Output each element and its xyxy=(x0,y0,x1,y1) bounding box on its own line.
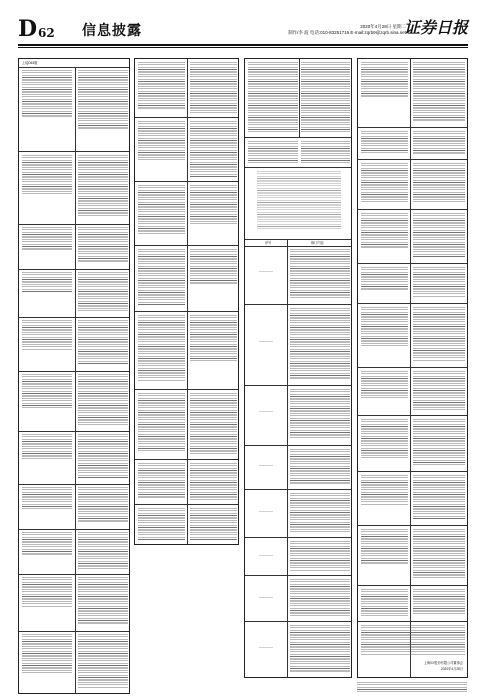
text-block xyxy=(413,589,465,615)
text-block xyxy=(190,315,237,361)
table-rule xyxy=(245,239,351,240)
text-block xyxy=(248,62,298,132)
text-block xyxy=(361,371,408,399)
text-block xyxy=(22,70,72,118)
row-number xyxy=(259,597,273,599)
text-block xyxy=(78,434,128,478)
table-rule xyxy=(245,304,351,305)
text-block xyxy=(361,307,408,347)
column-divider xyxy=(299,59,300,137)
text-block xyxy=(190,249,237,285)
table-rule xyxy=(19,151,129,152)
table-rule xyxy=(358,471,467,472)
table-rule xyxy=(135,459,238,460)
text-block xyxy=(290,389,350,439)
text-block xyxy=(361,589,408,617)
bottom-text-block xyxy=(357,682,467,692)
text-block xyxy=(290,493,350,533)
table-rule xyxy=(245,575,351,576)
text-block xyxy=(22,487,72,509)
text-block xyxy=(190,185,237,225)
table-rule xyxy=(245,537,351,538)
header-rule-thin xyxy=(18,47,468,48)
table-rule xyxy=(358,127,467,128)
text-block xyxy=(22,434,72,460)
table-rule xyxy=(245,621,351,622)
text-block xyxy=(22,320,72,350)
column-1 xyxy=(18,58,130,694)
table-rule xyxy=(135,504,238,505)
text-block xyxy=(22,155,72,195)
table-rule xyxy=(19,67,129,68)
text-block xyxy=(190,463,237,501)
text-block xyxy=(290,249,350,299)
text-block xyxy=(138,463,185,499)
masthead-logo: 证券日报 xyxy=(403,18,468,37)
text-block xyxy=(413,163,465,203)
text-block xyxy=(138,185,185,235)
table-header-left: 序号 xyxy=(265,241,272,245)
text-block xyxy=(290,541,350,571)
table-rule xyxy=(19,269,129,270)
text-block xyxy=(138,121,185,161)
column-2 xyxy=(134,58,239,545)
text-block xyxy=(78,227,128,263)
table-rule xyxy=(358,585,467,586)
date-line: 2020年4月28日 星期二 xyxy=(360,24,406,29)
table-rule xyxy=(135,117,238,118)
table-rule xyxy=(358,209,467,210)
text-block xyxy=(190,121,237,177)
text-block xyxy=(22,272,72,292)
page-letter: D xyxy=(18,16,38,42)
text-block xyxy=(361,419,408,459)
table-rule xyxy=(358,525,467,526)
text-block xyxy=(78,272,128,312)
page-number: 62 xyxy=(38,26,55,40)
text-block xyxy=(138,315,185,381)
text-block xyxy=(257,171,341,229)
text-block xyxy=(301,62,350,132)
text-block xyxy=(361,62,408,98)
table-rule xyxy=(358,303,467,304)
table-rule xyxy=(19,631,129,632)
text-block xyxy=(78,155,128,217)
text-block xyxy=(78,70,128,130)
header-rule-thick xyxy=(18,44,468,46)
table-rule xyxy=(19,529,129,530)
text-block xyxy=(22,227,72,251)
text-block xyxy=(413,371,465,411)
text-block xyxy=(78,532,128,570)
table-rule xyxy=(245,385,351,386)
text-block xyxy=(290,579,350,617)
text-block xyxy=(78,374,128,426)
text-block xyxy=(413,131,465,155)
signature-date: 2020年4月28日 xyxy=(441,667,463,671)
table-rule xyxy=(358,263,467,264)
table-rule xyxy=(135,245,238,246)
table-rule xyxy=(19,574,129,575)
signature-line: 上海XX股份有限公司董事会 xyxy=(423,661,463,665)
table-rule xyxy=(358,621,467,622)
text-block xyxy=(290,308,350,380)
row-number xyxy=(259,271,273,273)
table-rule xyxy=(358,159,467,160)
column-divider xyxy=(75,67,76,693)
header-meta xyxy=(288,24,406,36)
text-block xyxy=(22,532,72,556)
text-block xyxy=(361,131,408,153)
table-rule xyxy=(19,371,129,372)
row-number xyxy=(259,341,273,343)
text-block xyxy=(413,267,465,297)
row-number xyxy=(259,411,273,413)
table-rule xyxy=(245,445,351,446)
text-block xyxy=(413,62,465,122)
table-rule xyxy=(245,246,351,247)
table-rule xyxy=(245,489,351,490)
section-title: 信息披露 xyxy=(82,23,142,39)
contact-line: 制作/李 波 电话:010-83251716 E-mail:zqrb9@zqrb.sina.net xyxy=(288,30,406,35)
text-block xyxy=(138,393,185,451)
text-block xyxy=(413,307,465,361)
text-block xyxy=(361,625,465,655)
text-block xyxy=(138,62,185,110)
text-block xyxy=(78,577,128,625)
text-block xyxy=(290,449,350,485)
table-rule xyxy=(19,431,129,432)
text-block xyxy=(361,475,408,505)
row-number xyxy=(259,555,273,557)
text-block xyxy=(361,529,408,565)
text-block xyxy=(361,163,408,203)
page-header xyxy=(18,18,468,44)
row-number xyxy=(259,511,273,513)
table-rule xyxy=(358,415,467,416)
text-block xyxy=(78,634,128,689)
table-rule xyxy=(19,317,129,318)
table-rule xyxy=(135,389,238,390)
text-block xyxy=(22,577,72,607)
table-rule xyxy=(135,181,238,182)
text-block xyxy=(190,393,237,455)
column-3 xyxy=(244,58,352,678)
text-block xyxy=(413,475,465,519)
row-number xyxy=(259,647,273,649)
table-rule xyxy=(245,137,351,138)
text-block xyxy=(301,141,350,163)
text-block xyxy=(138,249,185,305)
table-rule xyxy=(135,311,238,312)
text-block xyxy=(22,374,72,408)
text-block xyxy=(413,529,465,579)
column-4 xyxy=(357,58,468,678)
text-block xyxy=(190,508,237,540)
text-block xyxy=(138,508,185,540)
text-block xyxy=(361,267,408,291)
table-rule xyxy=(19,224,129,225)
table-rule xyxy=(358,367,467,368)
column-divider xyxy=(187,59,188,544)
text-block xyxy=(361,213,408,249)
text-block xyxy=(78,320,128,364)
continued-label: 上接D63版 xyxy=(22,61,38,65)
text-block xyxy=(78,487,128,523)
table-header-right: 修订内容 xyxy=(311,241,324,245)
table-rule xyxy=(19,484,129,485)
text-block xyxy=(22,634,72,674)
text-block xyxy=(413,213,465,257)
text-block xyxy=(413,419,465,465)
table-rule xyxy=(245,167,351,168)
text-block xyxy=(248,141,298,163)
text-block xyxy=(290,625,350,673)
text-block xyxy=(190,62,237,114)
row-number xyxy=(259,465,273,467)
